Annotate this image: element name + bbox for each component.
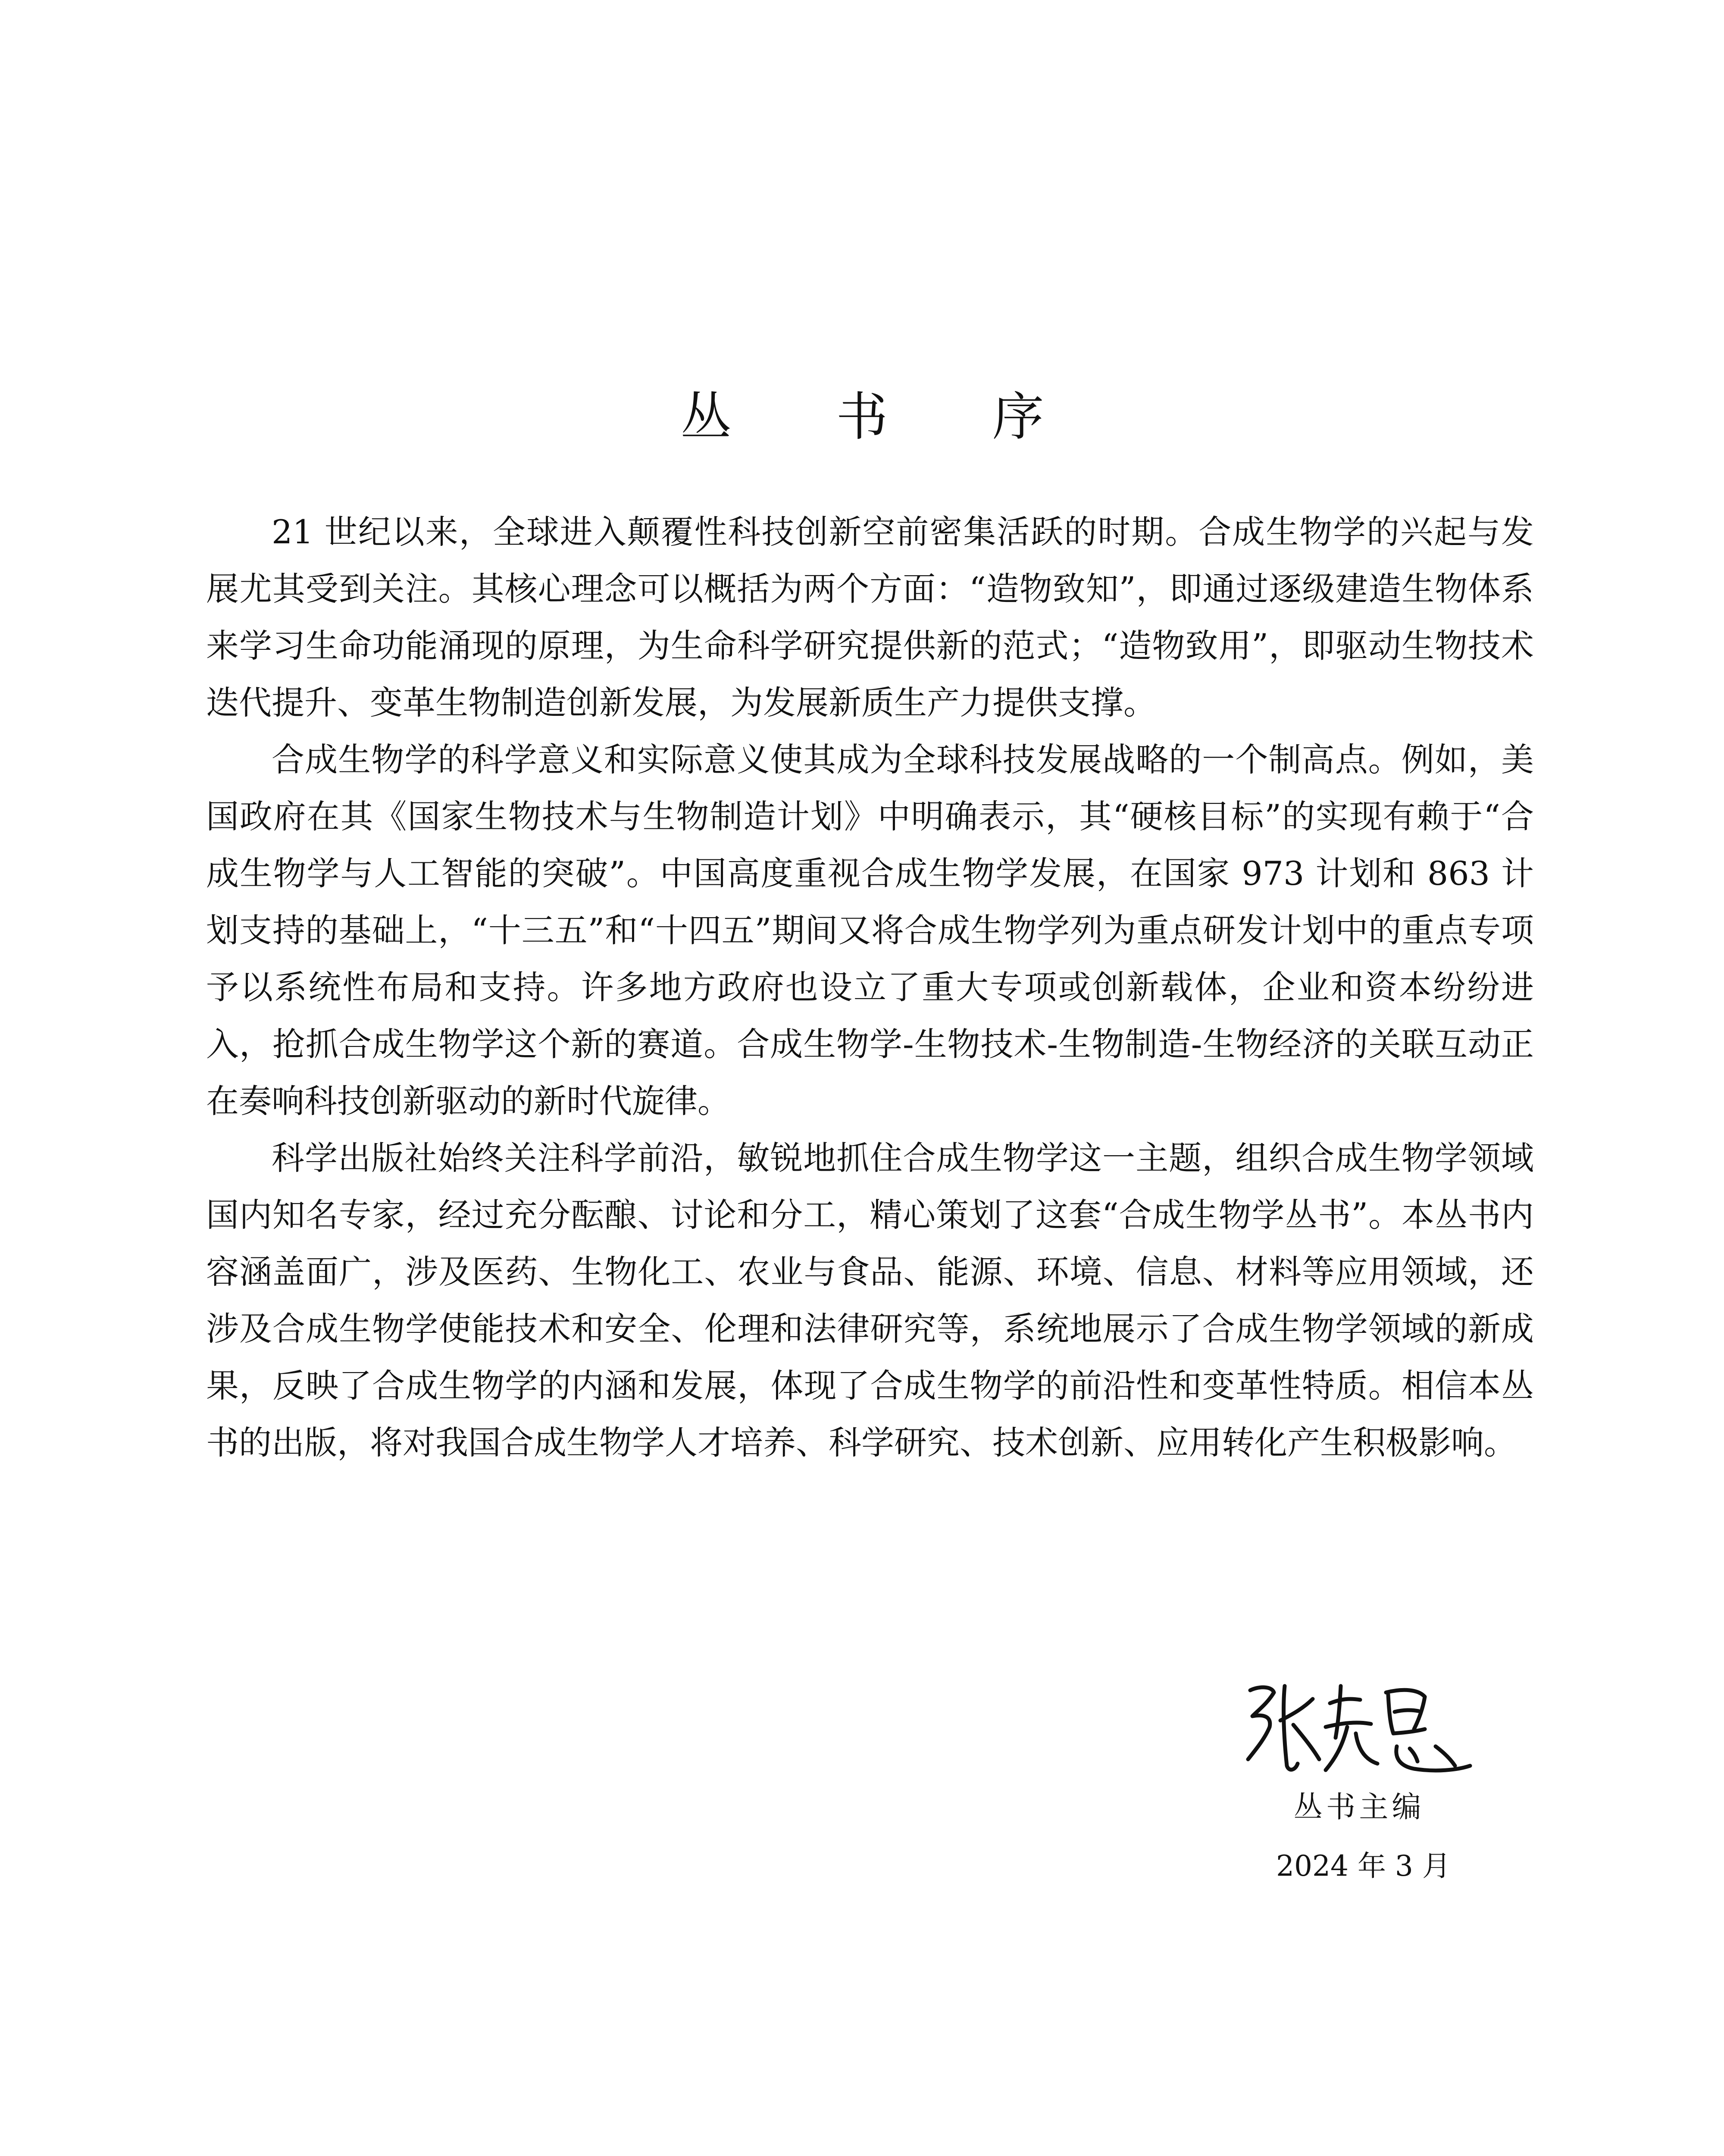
page-title: 丛 书 序 <box>680 387 1088 448</box>
series-editor-label: 丛书主编 <box>1293 1790 1425 1824</box>
preface-body <box>206 504 1534 1471</box>
handwritten-signature <box>1233 1673 1474 1785</box>
paragraph-2: 合成生物学的科学意义和实际意义使其成为全球科技发展战略的一个制高点。例如，美国政府在其《国家生物技术与生物制造计划》中明确表示，其“硬核目标”的实现有赖于“合成生物学与人工智能的突破”。中国高度重视合成生物学发展，在国家 973 计划和 863 计划支持的基础上，“十三五”和“十四五”期间又将合成生物学列为重点研发计划中的重点专项予以系统性布局和支持。许多地方政府也设立了重大专项或创新载体，企业和资本纷纷进入，抢抓合成生物学这个新的赛道。合成生物学-生物技术-生物制造-生物经济的关联互动正在奏响科技创新驱动的新时代旋律。 <box>206 740 1534 1120</box>
paragraph-3: 科学出版社始终关注科学前沿，敏锐地抓住合成生物学这一主题，组织合成生物学领域国内知名专家，经过充分酝酿、讨论和分工，精心策划了这套“合成生物学丛书”。本丛书内容涵盖面广，涉及医药、生物化工、农业与食品、能源、环境、信息、材料等应用领域，还涉及合成生物学使能技术和安全、伦理和法律研究等，系统地展示了合成生物学领域的新成果，反映了合成生物学的内涵和发展，体现了合成生物学的前沿性和变革性特质。相信本丛书的出版，将对我国合成生物学人才培养、科学研究、技术创新、应用转化产生积极影响。 <box>206 1139 1534 1462</box>
paragraph-1: 21 世纪以来，全球进入颠覆性科技创新空前密集活跃的时期。合成生物学的兴起与发展尤其受到关注。其核心理念可以概括为两个方面：“造物致知”，即通过逐级建造生物体系来学习生命功能涌现的原理，为生命科学研究提供新的范式；“造物致用”，即驱动生物技术迭代提升、变革生物制造创新发展，为发展新质生产力提供支撑。 <box>206 513 1534 722</box>
date: 2024 年 3 月 <box>1276 1849 1451 1883</box>
signature-block <box>1233 1673 1509 1906</box>
